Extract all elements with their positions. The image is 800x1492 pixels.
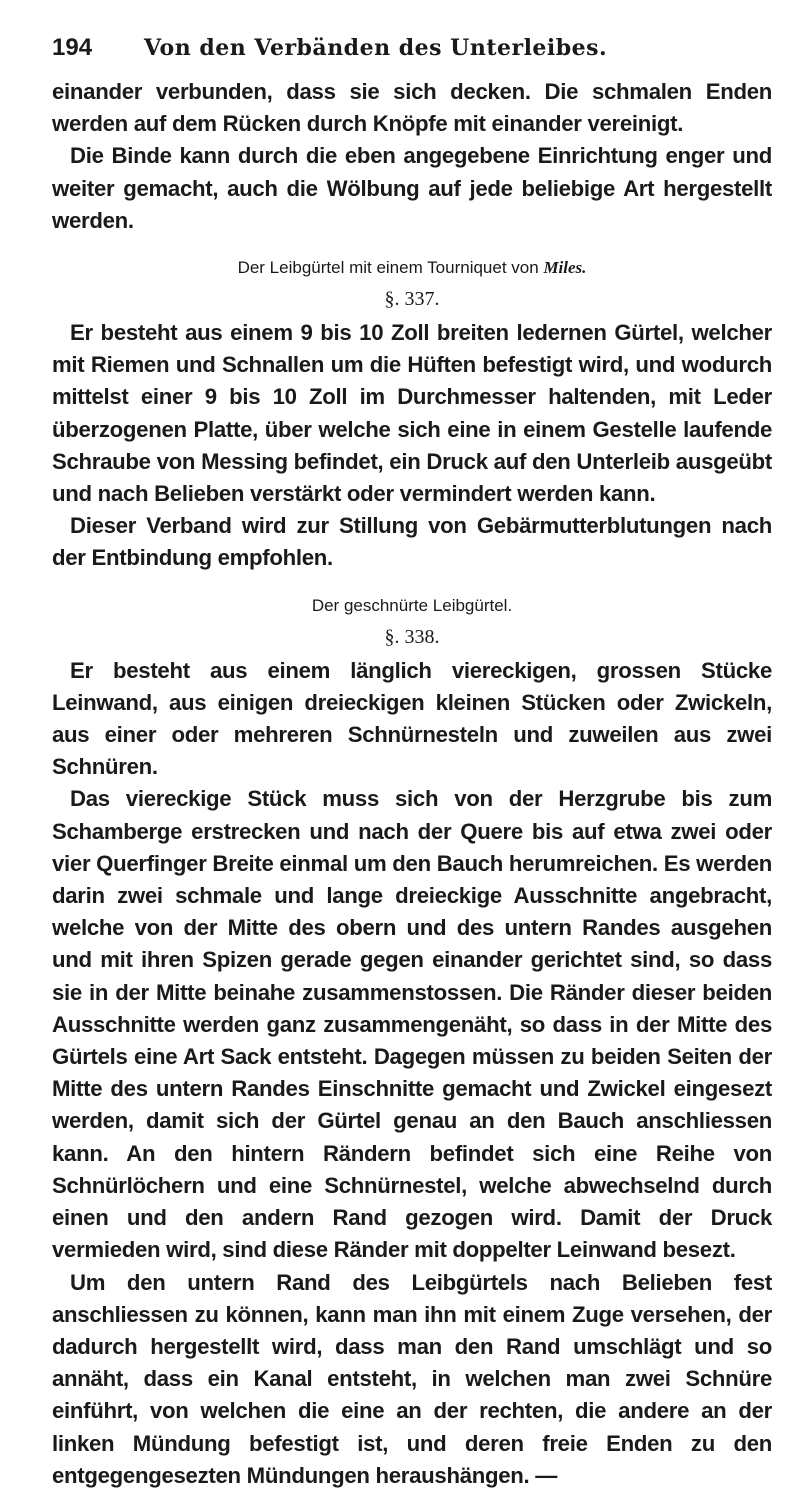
running-head <box>52 34 772 62</box>
paragraph-337-2: Dieser Verband wird zur Stillung von Gebärmutterblutungen nach der Entbindung empfohlen. <box>52 513 772 571</box>
section-heading-337-text: Der Leibgürtel mit einem Tourniquet von <box>237 258 539 278</box>
page-number: 194 <box>52 34 93 61</box>
section-number-337: §. 337. <box>384 288 440 311</box>
running-title: Von den Verbänden des Unterleibes. <box>144 35 608 61</box>
paragraph-338-1: Er besteht aus einem länglich viereckigen, grossen Stücke Leinwand, aus einigen dreieckigen kleinen Stücken oder Zwickeln, aus einer oder mehreren Schnürnesteln und zuweilen aus zwei Schnüren. <box>52 657 772 780</box>
section-heading-337-author: Miles. <box>543 258 587 278</box>
section-heading-338: Der geschnürte Leibgürtel. <box>311 595 513 615</box>
paragraph-continuation: einander verbunden, dass sie sich decken. Die schmalen Enden werden auf dem Rücken durch Knöpfe mit einander vereinigt. <box>52 79 772 137</box>
section-number-338: §. 338. <box>384 625 440 648</box>
paragraph-338-3: Um den untern Rand des Leibgürtels nach Belieben fest anschliessen zu können, kann man ihn mit einem Zuge versehen, der dadurch hergestellt wird, dass man den Rand umschlägt und so annäht, dass ein Kanal entsteht, in welchen man zwei Schnüre einführt, von welchen die eine an der rechten, die andere an der linken Mündung befestigt ist, und deren freie Enden zu den entgegengesezten Mündungen heraushängen. — <box>52 1269 772 1488</box>
paragraph-binde: Die Binde kann durch die eben angegebene Einrichtung enger und weiter gemacht, auch die Wölbung auf jede beliebige Art hergestellt werden. <box>52 143 772 233</box>
section-heading-337 <box>52 257 772 279</box>
paragraph-337-1: Er besteht aus einem 9 bis 10 Zoll breiten ledernen Gürtel, welcher mit Riemen und Schnallen um die Hüften befestigt wird, und wodurch mittelst einer 9 bis 10 Zoll im Durchmesser haltenden, mit Leder überzogenen Platte, über welche sich eine in einem Gestelle laufende Schraube von Messing befindet, ein Druck auf den Unterleib ausgeübt und nach Belieben verstärkt oder vermindert werden kann. <box>52 320 772 507</box>
paragraph-338-2: Das viereckige Stück muss sich von der Herzgrube bis zum Schamberge erstrecken und nach der Quere bis auf etwa zwei oder vier Querfinger Breite einmal um den Bauch herumreichen. Es werden darin zwei schmale und lange dreieckige Ausschnitte angebracht, welche von der Mitte des obern und des untern Randes ausgehen und mit ihren Spizen gerade gegen einander gerichtet sind, so dass sie in der Mitte beinahe zusammenstossen. Die Ränder dieser beiden Ausschnitte werden ganz zusammengenäht, so dass in der Mitte des Gürtels eine Art Sack entsteht. Dagegen müssen zu beiden Seiten der Mitte des untern Randes Einschnitte gemacht und Zwickel eingesezt werden, damit sich der Gürtel genau an den Bauch anschliessen kann. An den hintern Rändern befindet sich eine Reihe von Schnürlöchern und eine Schnürnestel, welche abwechselnd durch einen und den andern Rand gezogen wird. Damit der Druck vermieden wird, sind diese Ränder mit doppelter Leinwand besezt. <box>52 786 773 1263</box>
